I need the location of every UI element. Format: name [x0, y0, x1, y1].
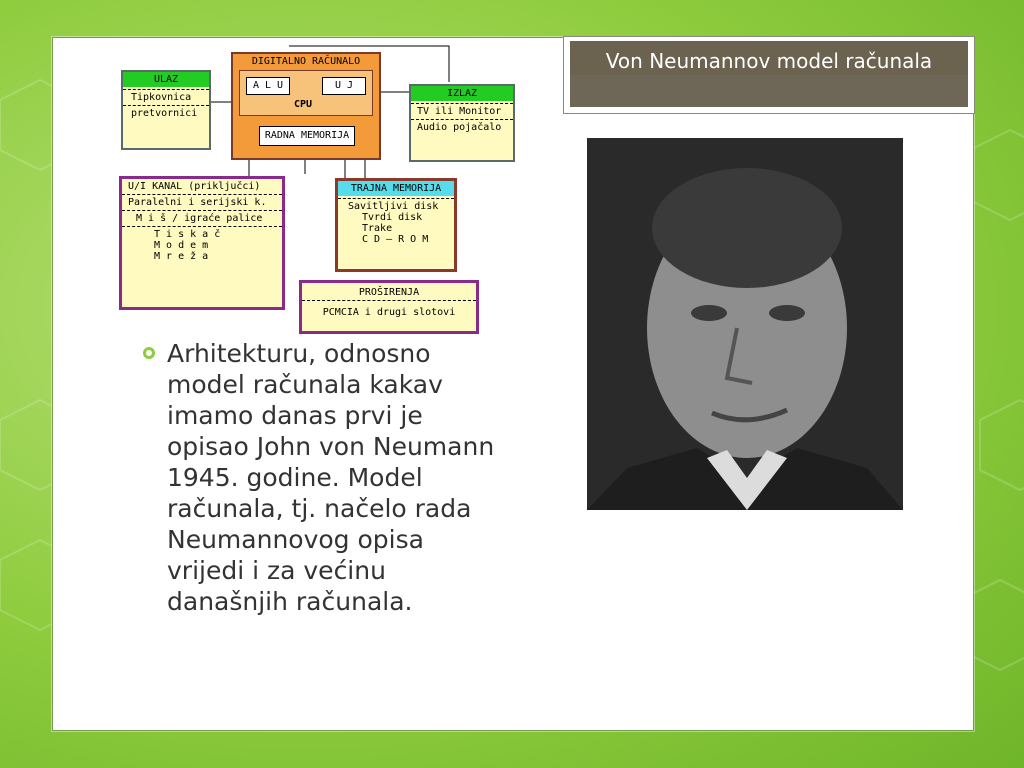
- uj-box: U J: [322, 77, 366, 95]
- bullet-text: Arhitekturu, odnosno model računala kakav imamo danas prvi je opisao John von Neumann 1945. godine. Model računala, tj. načelo rada Neumannovog opisa vrijedi i za većinu današnjih računala.: [167, 339, 495, 616]
- storage-line2: Tvrdi disk: [362, 212, 423, 223]
- portrait-illustration: [587, 138, 903, 510]
- input-box: [121, 70, 211, 150]
- storage-title: TRAJNA MEMORIJA: [338, 181, 454, 196]
- bullet-circle-icon: [143, 347, 155, 359]
- io-line1: Paralelni i serijski k.: [128, 197, 267, 208]
- io-channel-box: [119, 176, 285, 310]
- cpu-box: [239, 70, 373, 116]
- storage-line1: Savitljivi disk: [348, 201, 439, 212]
- input-line2: pretvornici: [131, 108, 198, 119]
- output-box: [409, 84, 515, 162]
- io-line4: M o d e m: [154, 240, 209, 251]
- storage-line4: C D – R O M: [362, 234, 429, 245]
- ram-box: RADNA MEMORIJA: [259, 126, 355, 146]
- john-von-neumann-photo: [587, 138, 903, 510]
- output-title: IZLAZ: [411, 86, 513, 101]
- io-line5: M r e ž a: [154, 251, 209, 262]
- io-line2: M i š / igraće palice: [136, 213, 263, 224]
- slide-content-area: [52, 37, 974, 731]
- computer-box: [231, 52, 381, 160]
- cpu-label: CPU: [294, 99, 313, 110]
- storage-line3: Trake: [362, 223, 393, 234]
- io-line3: T i s k a č: [154, 229, 221, 240]
- extensions-box: [299, 280, 479, 334]
- ext-title: PROŠIRENJA: [358, 287, 420, 298]
- title-box: [563, 36, 975, 114]
- output-line1: TV ili Monitor: [417, 106, 502, 117]
- io-title: U/I KANAL (priključci): [128, 181, 261, 192]
- input-title: ULAZ: [123, 72, 209, 87]
- output-line2: Audio pojačalo: [417, 122, 502, 133]
- alu-box: A L U: [246, 77, 290, 95]
- von-neumann-diagram: [119, 42, 539, 332]
- input-line1: Tipkovnica: [131, 92, 192, 103]
- computer-title: DIGITALNO RAČUNALO: [251, 56, 361, 67]
- slide-title: Von Neumannov model računala: [605, 49, 933, 73]
- title-strip: [570, 41, 968, 75]
- ext-line1: PCMCIA i drugi slotovi: [322, 307, 456, 318]
- storage-box: [335, 178, 457, 272]
